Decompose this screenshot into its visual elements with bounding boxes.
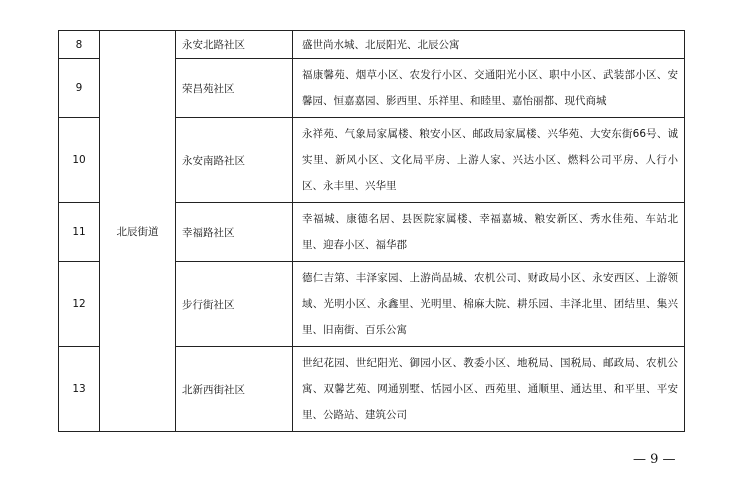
row-number: 13 — [59, 347, 100, 432]
community-name: 幸福路社区 — [176, 203, 293, 262]
residential-areas: 德仁吉第、丰泽家园、上游尚品城、农机公司、财政局小区、永安西区、上游领域、光明小区、永鑫里、光明里、棉麻大院、耕乐园、丰泽北里、团结里、集兴里、旧南街、百乐公寓 — [293, 262, 685, 347]
community-table — [58, 30, 685, 432]
row-number: 10 — [59, 118, 100, 203]
row-number: 9 — [59, 59, 100, 118]
community-name: 北新西街社区 — [176, 347, 293, 432]
residential-areas: 盛世尚水城、北辰阳光、北辰公寓 — [293, 31, 685, 59]
community-name: 步行街社区 — [176, 262, 293, 347]
residential-areas: 福康馨苑、烟草小区、农发行小区、交通阳光小区、职中小区、武装部小区、安馨园、恒嘉嘉园、影西里、乐祥里、和睦里、嘉怡丽都、现代商城 — [293, 59, 685, 118]
community-name: 永安北路社区 — [176, 31, 293, 59]
residential-areas: 永祥苑、气象局家属楼、粮安小区、邮政局家属楼、兴华苑、大安东街66号、诚实里、新风小区、文化局平房、上游人家、兴达小区、燃料公司平房、人行小区、永丰里、兴华里 — [293, 118, 685, 203]
residential-areas: 世纪花园、世纪阳光、御园小区、教委小区、地税局、国税局、邮政局、农机公寓、双馨艺苑、网通别墅、恬园小区、西苑里、通顺里、通达里、和平里、平安里、公路站、建筑公司 — [293, 347, 685, 432]
row-number: 11 — [59, 203, 100, 262]
residential-areas: 幸福城、康德名居、县医院家属楼、幸福嘉城、粮安新区、秀水佳苑、车站北里、迎春小区、福华郡 — [293, 203, 685, 262]
page-number: — 9 — — [633, 452, 676, 467]
community-name: 永安南路社区 — [176, 118, 293, 203]
community-name: 荣昌苑社区 — [176, 59, 293, 118]
row-number: 12 — [59, 262, 100, 347]
row-number: 8 — [59, 31, 100, 59]
table-row — [59, 31, 685, 59]
street-name: 北辰街道 — [100, 31, 176, 432]
